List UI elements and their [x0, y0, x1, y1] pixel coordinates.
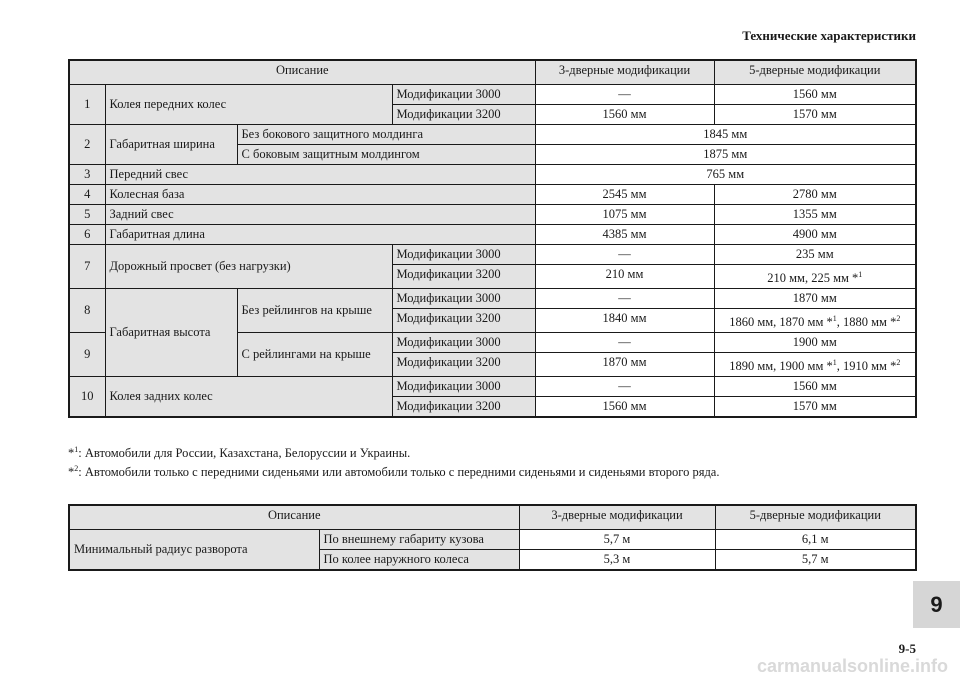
footnote-mark: * [68, 446, 75, 461]
footnote-2 [68, 461, 719, 480]
footnote-ref: 1 [832, 314, 837, 324]
footnote-1 [68, 442, 719, 461]
value-5-door: 6,1 м [715, 530, 916, 550]
value-3-door: 5,3 м [519, 550, 715, 571]
row-number: 2 [69, 125, 105, 165]
value-5-door: 1900 мм [714, 333, 916, 353]
value-text: 1860 мм, 1870 мм * [729, 315, 833, 330]
sub-description: Без рейлингов на крыше [237, 289, 392, 333]
value-3-door: 1560 мм [535, 397, 714, 418]
sub-description: С рейлингами на крыше [237, 333, 392, 377]
modification-label: Модификации 3200 [392, 397, 535, 418]
modification-label: Модификации 3200 [392, 353, 535, 377]
value-5-door [714, 353, 916, 377]
modification-label: Модификации 3000 [392, 245, 535, 265]
dimensions-table [68, 59, 917, 418]
value-3-door: 5,7 м [519, 530, 715, 550]
footnote-ref: 1 [832, 358, 837, 368]
table-row [69, 530, 916, 550]
row-number: 8 [69, 289, 105, 333]
watermark: carmanualsonline.info [756, 656, 948, 676]
column-header-5-door: 5-дверные модификации [715, 505, 916, 530]
value-3-door: 1870 мм [535, 353, 714, 377]
value-5-door: 5,7 м [715, 550, 916, 571]
value-all: 1875 мм [535, 145, 916, 165]
row-number: 4 [69, 185, 105, 205]
modification-label: Модификации 3200 [392, 265, 535, 289]
value-text: 210 мм, 225 мм * [767, 271, 859, 286]
row-number: 9 [69, 333, 105, 377]
row-number: 1 [69, 85, 105, 125]
table-row [69, 185, 916, 205]
row-description: Передний свес [105, 165, 535, 185]
value-3-door: 2545 мм [535, 185, 714, 205]
sub-description: С боковым защитным молдингом [237, 145, 535, 165]
table-header-row [69, 60, 916, 85]
modification-label: Модификации 3000 [392, 85, 535, 105]
footnote-text: : Автомобили для России, Казахстана, Белоруссии и Украины. [78, 446, 411, 461]
footnotes [68, 442, 719, 480]
turning-radius-table [68, 504, 917, 571]
footnote-ref: 1 [858, 270, 863, 279]
value-5-door: 1870 мм [714, 289, 916, 309]
value-all: 1845 мм [535, 125, 916, 145]
column-header-description: Описание [69, 505, 519, 530]
page-number: 9-5 [898, 641, 916, 656]
value-text: 1890 мм, 1900 мм * [729, 359, 833, 374]
value-5-door: 4900 мм [714, 225, 916, 245]
modification-label: Модификации 3000 [392, 377, 535, 397]
row-number: 5 [69, 205, 105, 225]
value-5-door: 1570 мм [714, 397, 916, 418]
value-3-door: 1560 мм [535, 105, 714, 125]
value-3-door: — [535, 377, 714, 397]
table-header-row [69, 505, 916, 530]
row-number: 10 [69, 377, 105, 418]
footnote-number: 1 [74, 445, 79, 454]
modification-label: Модификации 3200 [392, 309, 535, 333]
value-5-door: 1560 мм [714, 85, 916, 105]
sub-description: По колее наружного колеса [319, 550, 519, 571]
table-row [69, 377, 916, 397]
row-number: 6 [69, 225, 105, 245]
table-row [69, 85, 916, 105]
value-3-door: 1840 мм [535, 309, 714, 333]
row-description: Габаритная высота [105, 289, 237, 377]
column-header-3-door: 3-дверные модификации [535, 60, 714, 85]
table-row [69, 245, 916, 265]
footnote-mark: * [68, 465, 75, 480]
value-3-door: 4385 мм [535, 225, 714, 245]
value-3-door: 210 мм [535, 265, 714, 289]
footnote-number: 2 [74, 464, 79, 474]
row-description: Дорожный просвет (без нагрузки) [105, 245, 392, 289]
value-3-door: — [535, 333, 714, 353]
table-row [69, 289, 916, 309]
sub-description: Без бокового защитного молдинга [237, 125, 535, 145]
value-3-door: 1075 мм [535, 205, 714, 225]
value-5-door: 1560 мм [714, 377, 916, 397]
value-3-door: — [535, 245, 714, 265]
row-number: 7 [69, 245, 105, 289]
value-5-door: 2780 мм [714, 185, 916, 205]
chapter-tab: 9 [913, 581, 960, 628]
value-5-door: 1570 мм [714, 105, 916, 125]
row-description: Габаритная ширина [105, 125, 237, 165]
value-text: , 1910 мм * [836, 359, 897, 374]
value-5-door [714, 265, 916, 289]
row-description: Габаритная длина [105, 225, 535, 245]
value-5-door: 235 мм [714, 245, 916, 265]
column-header-description: Описание [69, 60, 535, 85]
value-5-door: 1355 мм [714, 205, 916, 225]
value-text: , 1880 мм * [836, 315, 897, 330]
footnote-ref: 2 [896, 314, 901, 324]
row-description: Колея задних колес [105, 377, 392, 418]
page-header-title: Технические характеристики [742, 28, 916, 43]
sub-description: По внешнему габариту кузова [319, 530, 519, 550]
table-row [69, 225, 916, 245]
modification-label: Модификации 3200 [392, 105, 535, 125]
value-3-door: — [535, 289, 714, 309]
row-description: Колея передних колес [105, 85, 392, 125]
row-number: 3 [69, 165, 105, 185]
column-header-3-door: 3-дверные модификации [519, 505, 715, 530]
modification-label: Модификации 3000 [392, 289, 535, 309]
row-description: Колесная база [105, 185, 535, 205]
footnote-text: : Автомобили только с передними сиденьями или автомобили только с передними сиденьями и сиденьями второго ряда. [78, 465, 720, 480]
value-5-door [714, 309, 916, 333]
value-all: 765 мм [535, 165, 916, 185]
modification-label: Модификации 3000 [392, 333, 535, 353]
row-description: Задний свес [105, 205, 535, 225]
column-header-5-door: 5-дверные модификации [714, 60, 916, 85]
table-row [69, 125, 916, 145]
row-description: Минимальный радиус разворота [69, 530, 319, 571]
value-3-door: — [535, 85, 714, 105]
footnote-ref: 2 [896, 358, 901, 368]
table-row [69, 165, 916, 185]
table-row [69, 205, 916, 225]
